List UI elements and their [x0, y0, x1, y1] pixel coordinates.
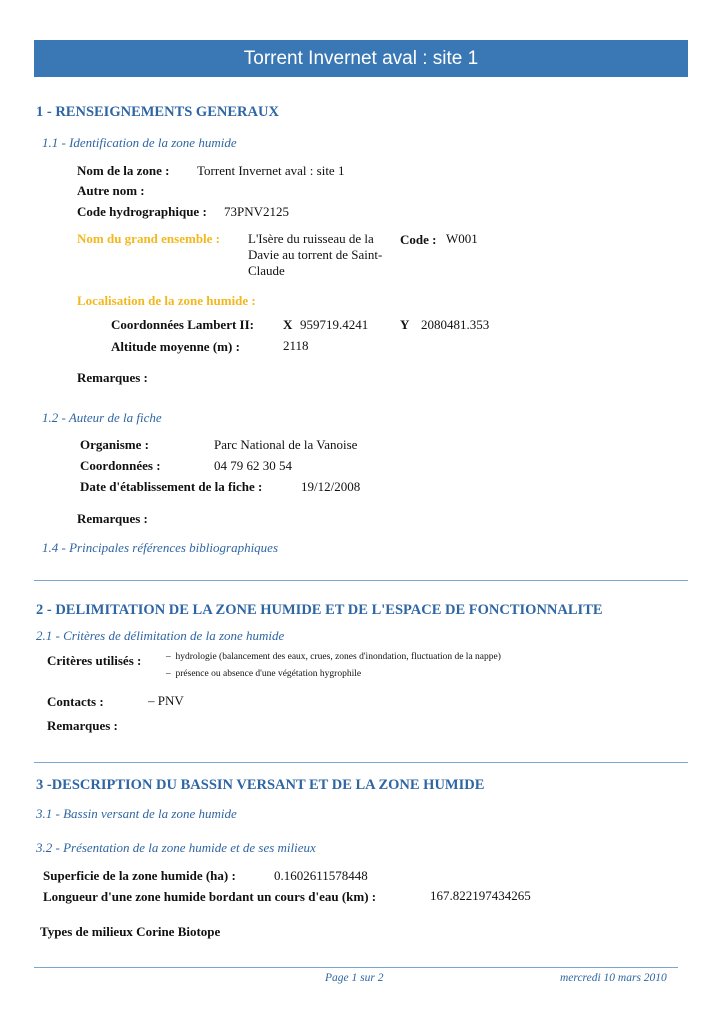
critere-text: présence ou absence d'une végétation hygrophile: [175, 669, 362, 679]
subsection-1-1-heading: 1.1 - Identification de la zone humide: [42, 135, 237, 150]
remarques-3-label: Remarques :: [47, 718, 118, 733]
grand-ensemble-line: Davie au torrent de Saint-: [248, 247, 383, 262]
altitude-label: Altitude moyenne (m) :: [111, 339, 240, 354]
code-hydro-label: Code hydrographique :: [77, 204, 207, 219]
grand-ensemble-line: Claude: [248, 263, 285, 278]
superficie-value: 0.1602611578448: [274, 868, 368, 883]
contacts-label: Contacts :: [47, 694, 104, 709]
subsection-1-4-heading: 1.4 - Principales références bibliographiques: [42, 540, 279, 555]
footer-divider: [34, 967, 678, 968]
remarques-label: Remarques :: [77, 370, 148, 385]
code-hydro-value: 73PNV2125: [224, 204, 290, 219]
grand-ensemble-value: [248, 231, 382, 279]
subsection-2-1-heading: 2.1 - Critères de délimitation de la zone humide: [36, 628, 285, 643]
longueur-label: Longueur d'une zone humide bordant un cours d'eau (km) :: [43, 889, 377, 904]
page-title: Torrent Invernet aval : site 1: [34, 40, 688, 77]
code-value: W001: [446, 231, 478, 246]
subsection-3-2-heading: 3.2 - Présentation de la zone humide et de ses milieux: [36, 840, 316, 855]
critere-item: [166, 652, 501, 662]
y-label: Y: [400, 317, 410, 332]
y-value: 2080481.353: [421, 317, 490, 332]
section-3-heading: 3 -DESCRIPTION DU BASSIN VERSANT ET DE LA ZONE HUMIDE: [36, 777, 485, 793]
coordonnees-label: Coordonnées :: [80, 458, 161, 473]
grand-ensemble-line: L'Isère du ruisseau de la: [248, 231, 374, 246]
page-number: Page 1 sur 2: [325, 972, 384, 984]
code-label: Code :: [400, 232, 437, 247]
remarques-2-label: Remarques :: [77, 511, 148, 526]
section-divider: [34, 762, 688, 763]
subsection-3-1-heading: 3.1 - Bassin versant de la zone humide: [36, 806, 237, 821]
dash-bullet-icon: –: [166, 652, 171, 662]
date-label: Date d'établissement de la fiche :: [80, 479, 263, 494]
date-value: 19/12/2008: [301, 479, 361, 494]
types-milieux-label: Types de milieux Corine Biotope: [40, 924, 221, 939]
nom-zone-value: Torrent Invernet aval : site 1: [197, 163, 345, 178]
superficie-label: Superficie de la zone humide (ha) :: [43, 868, 236, 883]
longueur-value: 167.822197434265: [430, 888, 531, 903]
coordonnees-value: 04 79 62 30 54: [214, 458, 292, 473]
contacts-value: – PNV: [148, 693, 184, 708]
criteres-label: Critères utilisés :: [47, 653, 142, 668]
lambert-label: Coordonnées Lambert II:: [111, 317, 254, 332]
organisme-value: Parc National de la Vanoise: [214, 437, 358, 452]
x-value: 959719.4241: [300, 317, 369, 332]
section-2-heading: 2 - DELIMITATION DE LA ZONE HUMIDE ET DE L'ESPACE DE FONCTIONNALITE: [36, 602, 603, 618]
organisme-label: Organisme :: [80, 437, 149, 452]
autre-nom-label: Autre nom :: [77, 183, 145, 198]
section-divider: [34, 580, 688, 581]
subsection-1-2-heading: 1.2 - Auteur de la fiche: [42, 410, 162, 425]
section-1-heading: 1 - RENSEIGNEMENTS GENERAUX: [36, 104, 279, 120]
critere-text: hydrologie (balancement des eaux, crues, zones d'inondation, fluctuation de la nappe): [175, 652, 501, 662]
dash-bullet-icon: –: [166, 669, 171, 679]
critere-item: [166, 669, 361, 679]
localisation-label: Localisation de la zone humide :: [77, 293, 256, 308]
nom-zone-label: Nom de la zone :: [77, 163, 170, 178]
footer-date: mercredi 10 mars 2010: [560, 972, 667, 984]
altitude-value: 2118: [283, 338, 309, 353]
grand-ensemble-label: Nom du grand ensemble :: [77, 231, 221, 246]
x-label: X: [283, 317, 293, 332]
